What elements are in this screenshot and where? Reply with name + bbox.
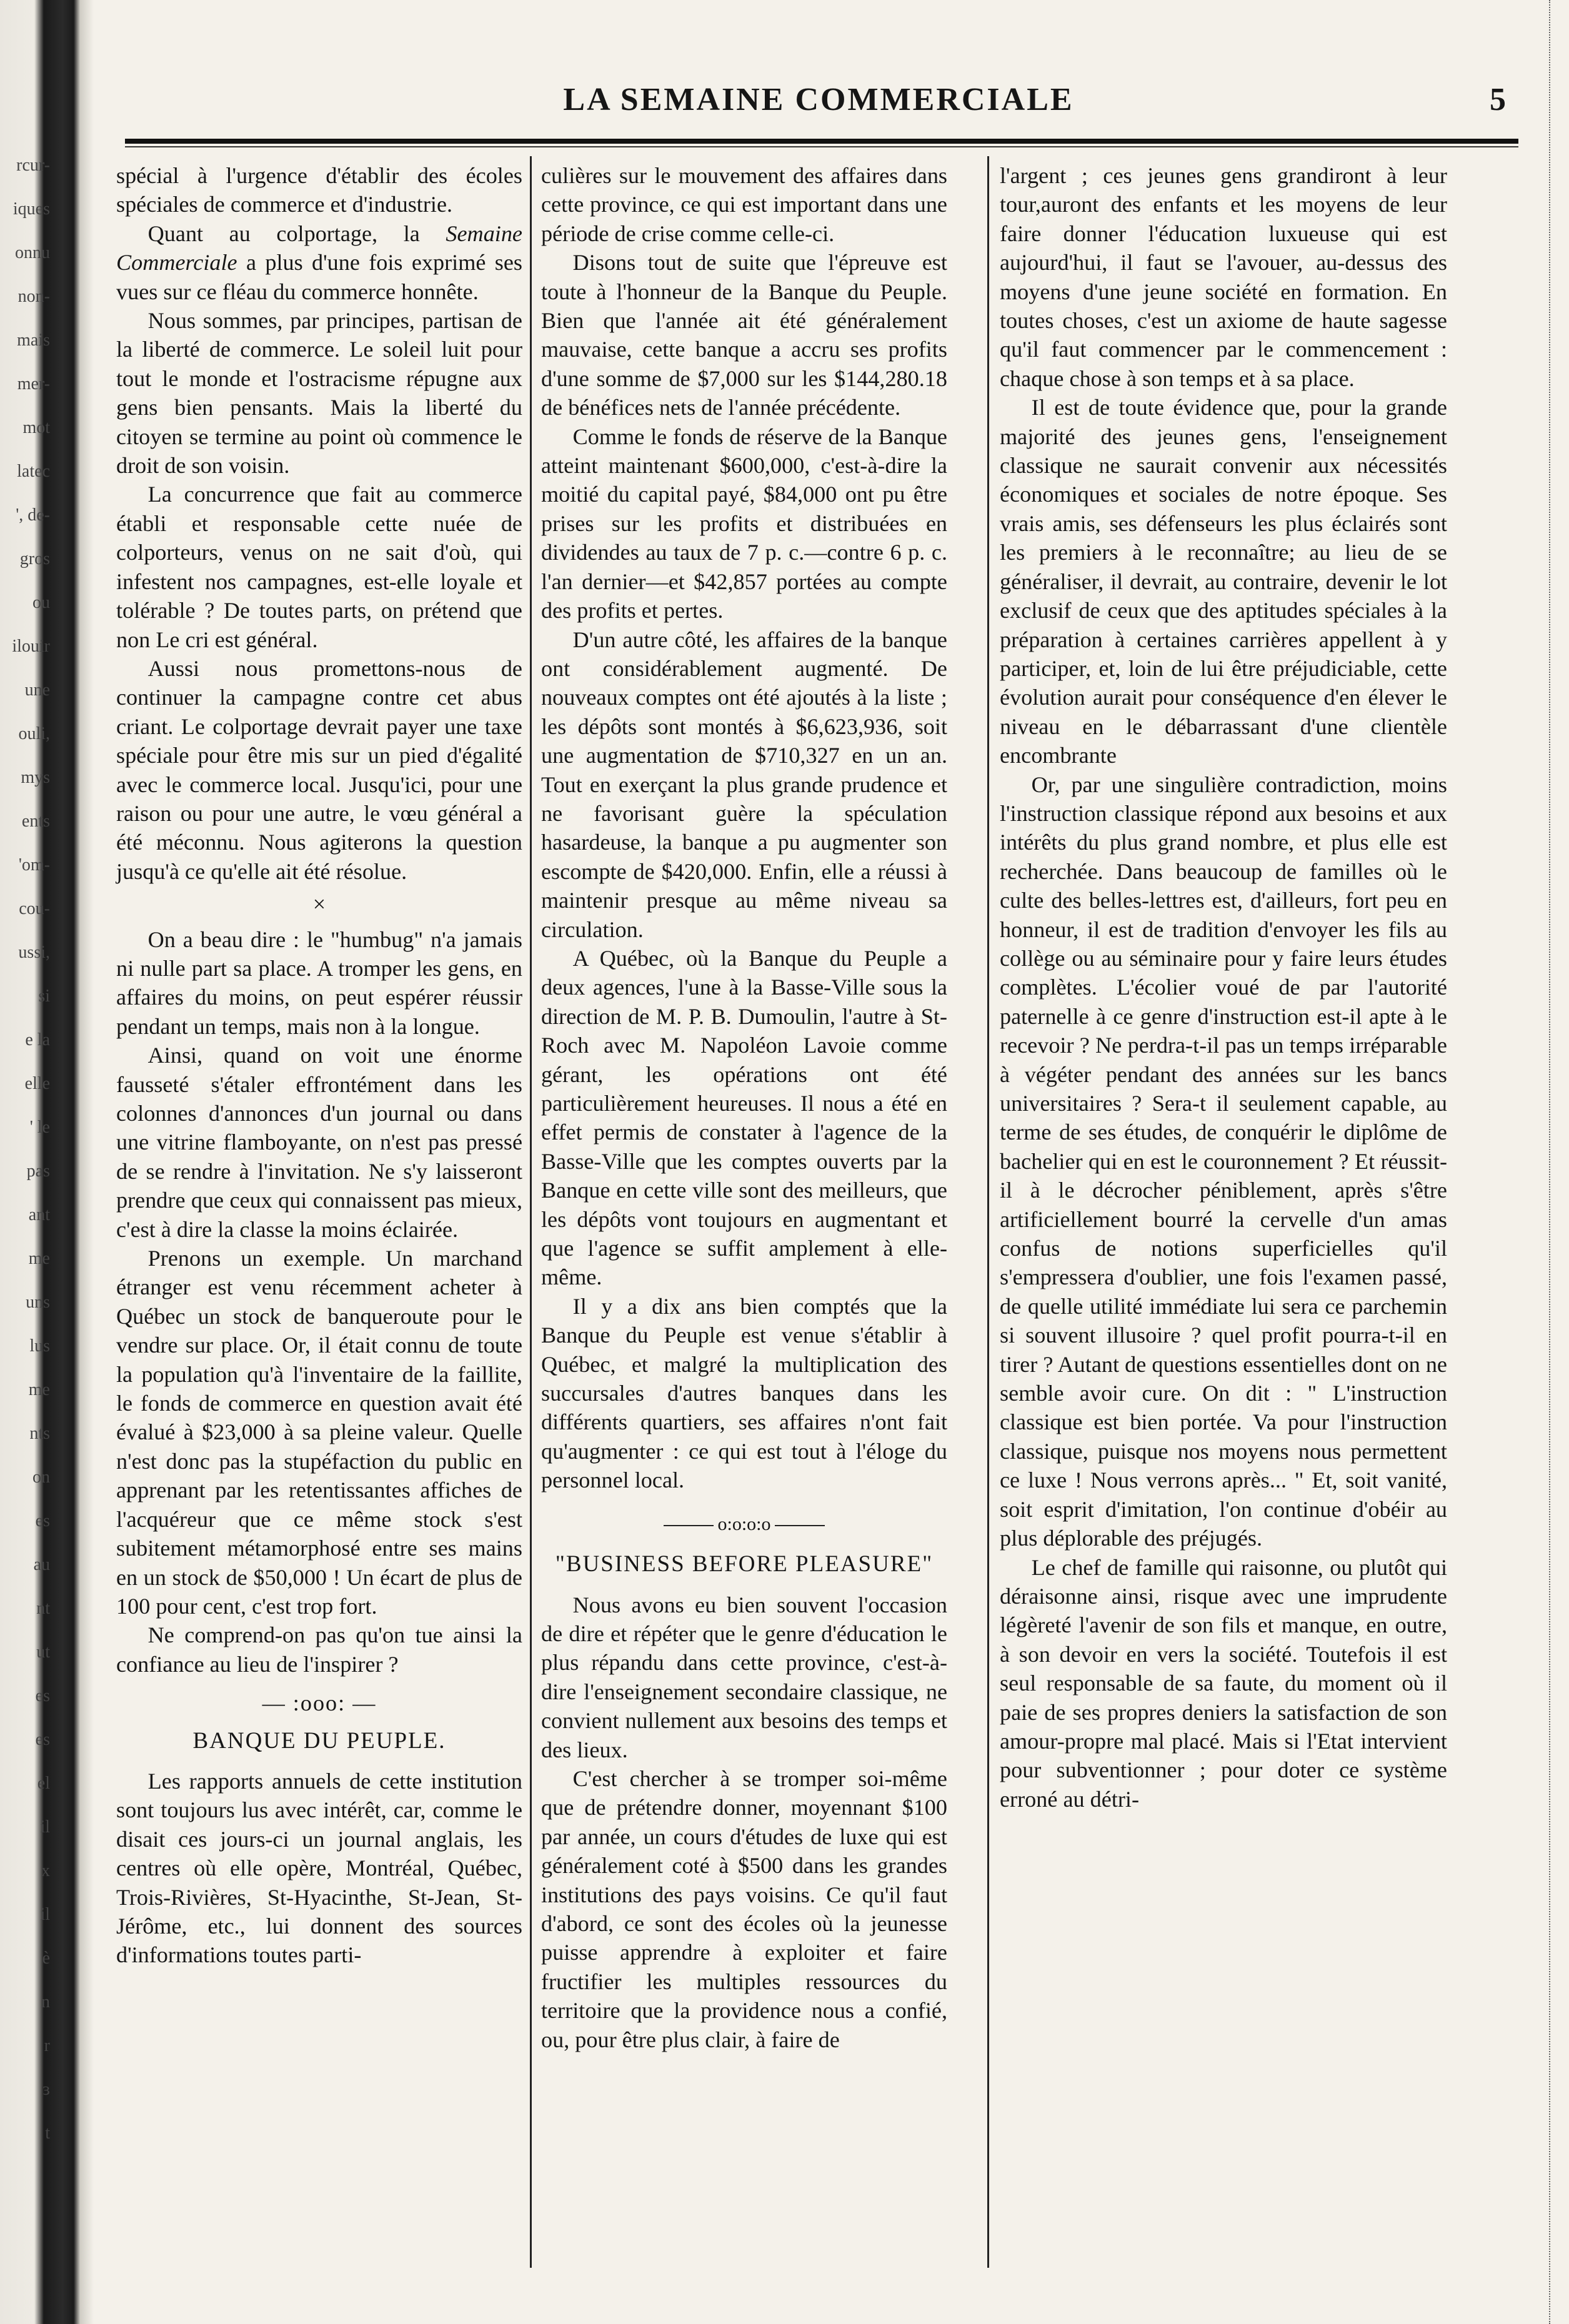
section-separator: × [312,891,326,917]
paragraph: Disons tout de suite que l'épreuve est toute à l'honneur de la Banque du Peuple. Bien que l'année ait été généralement mauvaise, cette banque a accru ses profits d'une somme de $7,000 sur les $144,280.18 de bénéfices nets de l'année précédente. [541,250,947,420]
margin-fragment: mer- [17,374,50,394]
margin-fragment: ussi, [18,943,50,962]
paragraph: D'un autre côté, les affaires de la banque ont considérablement augmenté. De nouveaux comptes ont été ajoutés à la liste ; les dépôts sont montés à $6,623,936, soit une augmentation de $710,327 en un an. Tout en exerçant la plus grande prudence et ne favorisant guère la spéculation hasardeuse, la banque a pu augmenter son escompte de $420,000. Enfin, elle a réussi à maintenir presque au même niveau sa circulation. [541,627,947,942]
margin-fragment: cou- [19,899,50,918]
paragraph: La concurrence que fait au commerce établi et responsable cette nuée de colporteurs, venus on ne sait d'où, qui infestent nos campagnes, est-elle loyale et tolérable ? De toutes parts, on prétend que non Le cri est général. [116,482,522,652]
margin-fragment: mys [21,768,50,787]
margin-fragment: mais [17,330,50,350]
margin-fragment: e la [25,1030,50,1050]
margin-fragment: iques [12,199,50,219]
margin-fragment: ' le [29,1118,50,1137]
margin-fragment: nt [36,1599,50,1618]
paragraph: Il est de toute évidence que, pour la grande majorité des jeunes gens, l'enseignement classique ne saurait convenir aux nécessités économiques et sociales de notre époque. Ses vrais amis, ses défenseurs les plus éclairés sont les premiers à le reconnaître; au lieu de se généraliser, il devrait, au contraire, devenir le lot exclusif de ceux que des aptitudes spéciales à la préparation à certaines carrières appellent à y participer, et, loin de lui être préjudiciable, cette évolution aurait pour conséquence d'en élever le niveau en le débarrassant d'une clientèle encombrante [1000,395,1447,768]
margin-fragment: gros [19,549,50,569]
margin-fragment: es [35,1730,50,1749]
newspaper-title: LA SEMAINE COMMERCIALE [563,82,1074,117]
margin-fragment: è [42,1949,50,1968]
margin-fragment: ents [21,812,50,831]
paragraph: C'est chercher à se tromper soi-même que de prétendre donner, moyennant $100 par année, un cours d'études de luxe qui est généralement coté à $500 dans les grandes institutions des pays voisins. Ce qu'il faut d'abord, ce sont des écoles où la jeunesse puisse apprendre à exploiter et faire fructifier les multiples ressources du territoire que la providence nous a confié, ou, pour être plus clair, à faire de [541,1765,947,2052]
paragraph: Quant au colportage, la Semaine Commerciale a plus d'une fois exprimé ses vues sur ce fléau du commerce honnête. [116,221,522,304]
article-heading: "BUSINESS BEFORE PLEASURE" [555,1551,934,1577]
page-header [106,81,1531,131]
margin-fragment: rcur- [16,156,50,175]
margin-fragment: une [24,680,50,700]
margin-fragment: ɜ [42,2080,50,2099]
margin-fragment: onnu [15,243,50,262]
margin-fragment: x [41,1861,50,1880]
paragraph: culières sur le mouvement des affaires dans cette province, ce qui est important dans une période de crise comme celle-ci. [541,163,947,246]
margin-fragment: t [45,2123,50,2143]
paragraph: Comme le fonds de réserve de la Banque atteint maintenant $600,000, c'est-à-dire la moitié du capital payé, $84,000 ont pu être prises sur les profits et distribuées en dividendes au taux de 7 p. c.—contre 6 p. c. l'an dernier—et $42,857 portées au compte des profits et pertes. [541,424,947,623]
margin-fragment: pas [26,1161,50,1181]
margin-fragment: nts [29,1424,50,1443]
column-divider-1 [530,156,532,2268]
margin-fragment: es [35,1511,50,1531]
section-separator: — :ooo: — [262,1691,377,1716]
paragraph: Il y a dix ans bien comptés que la Banque du Peuple est venue s'établir à Québec, et malgré la multiplication des succursales d'autres banques dans les différents quartiers, ses affaires n'ont fait qu'augmenter : ce qui est tout à l'éloge du personnel local. [541,1293,947,1493]
margin-fragment: n [41,1992,50,2012]
margin-fragment: on [32,1467,50,1487]
paragraph: spécial à l'urgence d'établir des écoles spéciales de commerce et d'industrie. [116,163,522,217]
margin-fragment: me [28,1380,50,1399]
margin-fragment: latec [17,462,50,481]
margin-fragment: au [33,1555,50,1574]
margin-fragment: r [44,2036,50,2055]
margin-fragment: ilouir [12,637,50,656]
publication-name: Semaine Commerciale [116,221,522,276]
margin-fragment: es [35,1686,50,1706]
article-heading: BANQUE DU PEUPLE. [192,1727,446,1754]
margin-fragment: uns [26,1293,50,1312]
column-2 [541,161,947,2054]
paragraph: On a beau dire : le "humbug" n'a jamais ni nulle part sa place. A tromper les gens, en affaires du moins, on peut espérer réussir pendant un temps, mais non à la longue. [116,926,522,1039]
margin-fragment: il [40,1905,50,1924]
paragraph: Nous avons eu bien souvent l'occasion de dire et répéter que le genre d'éducation le plus répandu dans cette province, c'est-à-dire l'enseignement secondaire classique, ne convient nullement aux besoins des temps et des lieux. [541,1592,947,1762]
page-number: 5 [1490,82,1506,117]
margin-fragment: ut [36,1642,50,1662]
margin-fragment: il [40,1817,50,1837]
header-rule [125,139,1518,144]
margin-fragment: mot [22,418,50,437]
paragraph: A Québec, où la Banque du Peuple a deux agences, l'une à la Basse-Ville sous la direction de M. P. B. Dumoulin, l'autre à St-Roch avec M. Napoléon Lavoie comme gérant, les opérations ont été particulièrement heureuses. Il nous a été en effet permis de constater à l'agence de la Basse-Ville que les comptes ouverts par la Banque en cette ville sont des meilleurs, que les dépôts vont toujours en augmentant et que l'agence se suffit amplement à elle-même. [541,945,947,1290]
margin-fragment: non- [17,287,50,306]
margin-fragment: elle [24,1074,50,1093]
margin-fragment: ', de- [16,505,50,525]
header-rule-thin [125,146,1518,147]
paragraph: Prenons un exemple. Un marchand étranger est venu récemment acheter à Québec un stock de banqueroute pour le vendre sur place. Or, il était connu de toute la population qu'à l'inventaire de la faillite, le fonds de commerce en question avait été évalué à $23,000 à sa pleine valeur. Quelle n'est donc pas la stupéfaction du public en apprenant par les retentissantes affiches de l'acquéreur que ce même stock s'est subitement métamorphosé entre ses mains en un stock de $50,000 ! Un écart de plus de 100 pour cent, c'est trop fort. [116,1246,522,1619]
paragraph: Le chef de famille qui raisonne, ou plutôt qui déraisonne ainsi, risque avec une imprudente légèreté l'avenir de son fils et manque, en outre, à son devoir en vers la société. Toutefois il est seul responsable de sa faute, du moment où il paie de ses propres deniers la satisfaction de son amour-propre mal placé. Mais si l'Etat intervient pour subventionner ; pour doter ce système erroné au détri- [1000,1554,1447,1812]
paragraph: Aussi nous promettons-nous de continuer la campagne contre cet abus criant. Le colportage devrait payer une taxe spéciale pour être mis sur un pied d'égalité avec le commerce local. Jusqu'ici, pour une raison ou pour une autre, le vœu général a été méconnu. Nous agiterons la question jusqu'à ce qu'elle ait été résolue. [116,655,522,884]
column-1 [116,161,522,1970]
margin-fragment: lus [29,1336,50,1356]
margin-fragment: ant [28,1205,50,1224]
margin-fragment: ouli, [18,724,50,743]
paragraph: l'argent ; ces jeunes gens grandiront à leur tour,auront des enfants et les moyens de leur faire donner l'éducation luxueuse qui est aujourd'hui, il faut se l'avouer, au-dessus des moyens d'une jeune société en formation. En toutes choses, c'est un axiome de haute sagesse qu'il faut commencer par le commencement : chaque chose à son temps et à sa place. [1000,163,1447,391]
margin-fragment: si [38,986,50,1006]
paragraph: Nous sommes, par principes, partisan de la liberté de commerce. Le soleil luit pour tout le monde et l'ostracisme répugne aux gens bien pensants. Mais la liberté du citoyen se termine au point où commence le droit de son voisin. [116,308,522,479]
paragraph: Ainsi, quand on voit une énorme fausseté s'étaler effrontément dans les colonnes d'annonces d'un journal ou dans une vitrine flamboyante, on n'est pas pressé de se rendre à l'invitation. Ne s'y laisseront prendre que ceux qui connaissent pas mieux, c'est à dire la classe la moins éclairée. [116,1043,522,1242]
page-right-edge [1549,0,1569,2324]
paragraph: Ne comprend-on pas qu'on tue ainsi la confiance au lieu de l'inspirer ? [116,1622,522,1677]
paragraph: Or, par une singulière contradiction, moins l'instruction classique répond aux besoins et aux intérêts du plus grand nombre, et plus elle est recherchée. Dans beaucoup de familles où le culte des belles-lettres est, d'ailleurs, fort peu en honneur, il est de tradition d'envoyer les fils au collège ou au séminaire pour y faire leurs études complètes. L'écolier voué de par l'autorité paternelle à ce genre d'instruction est-il apte à le recevoir ? Ne perdra-t-il pas un temps irréparable à végéter pendant des années sur les bancs universitaires ? Sera-t il seulement capable, au terme de ses études, de conquérir le diplôme de bachelier qui en est le couronnement ? Et réussit-il à le décrocher péniblement, après s'être artificiellement bourré la cervelle d'un amas confus de notions superficielles qu'il s'empressera d'oublier, une fois l'examen passé, de quelle utilité immédiate lui sera ce parchemin si souvent illusoire ? quel profit pourra-t-il en tirer ? Autant de questions essentielles dont on ne semble avoir cure. On dit : " L'instruction classique est bien portée. Va pour l'instruction classique, puisque nos moyens nous permettent ce luxe ! Nous verrons après... " Et, soit vanité, soit esprit d'imitation, l'on continue d'obéir au plus déplorable des préjugés. [1000,772,1447,1551]
margin-fragment: ou [32,593,50,612]
column-3 [1000,161,1447,1814]
adjacent-page-margin-text [0,144,50,2155]
section-separator: o:o:o:o [541,1510,947,1539]
column-divider-2 [987,156,989,2268]
paragraph: Les rapports annuels de cette institution sont toujours lus avec intérêt, car, comme le disait ces jours-ci un journal anglais, les centres où elle opère, Montréal, Québec, Trois-Rivières, St-Hyacinthe, St-Jean, St- Jérôme, etc., lui donnent des sources d'informations toutes parti- [116,1768,522,1968]
margin-fragment: el [37,1774,50,1793]
margin-fragment: 'om- [18,855,50,875]
margin-fragment: me [28,1249,50,1268]
